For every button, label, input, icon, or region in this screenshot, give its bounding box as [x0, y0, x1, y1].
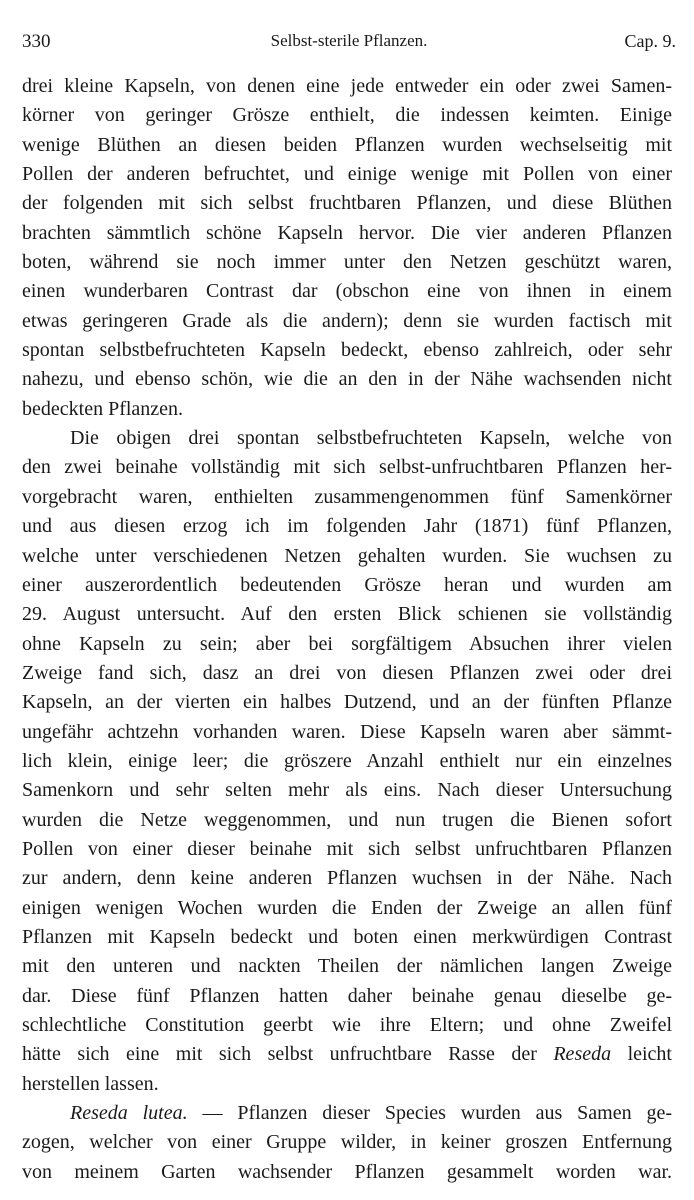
- paragraph-reseda-lutea: [22, 1099, 672, 1187]
- text-line: [22, 1040, 672, 1069]
- text-line: schlechtliche Constitution geerbt wie ihre Eltern; und ohne Zweifel: [22, 1014, 672, 1036]
- text-line: Pollen von einer dieser beinahe mit sich selbst unfruchtbaren Pflanzen: [22, 837, 672, 860]
- text-line: Kapseln, an der vierten ein halbes Dutzend, und an der fünften Pflanze: [22, 691, 672, 714]
- text-line: welche unter verschiedenen Netzen gehalten wurden. Sie wuchsen zu: [22, 544, 672, 567]
- text-line: 29. August untersucht. Auf den ersten Blick schienen sie vollständig: [22, 603, 672, 626]
- chapter-label: Cap. 9.: [624, 31, 676, 51]
- text-line: ungefähr achtzehn vorhanden waren. Diese Kapseln waren aber sämmt-: [22, 720, 672, 743]
- page-number: 330: [22, 31, 51, 52]
- text-line: Die obigen drei spontan selbstbefruchteten Kapseln, welche von: [70, 427, 672, 450]
- text-line: und aus diesen erzog ich im folgenden Jahr (1871) fünf Pflanzen,: [22, 515, 672, 538]
- text-line: lich klein, einige leer; die gröszere Anzahl enthielt nur ein einzelnes: [22, 749, 672, 772]
- species-name: Reseda lutea.: [70, 1102, 188, 1125]
- text-line: wurden die Netze weggenommen, und nun trugen die Bienen sofort: [22, 808, 672, 831]
- genus-name: Reseda: [553, 1043, 612, 1066]
- text-span: leicht: [611, 1043, 672, 1066]
- text-line: Pflanzen mit Kapseln bedeckt und boten einen merkwürdigen Contrast: [22, 925, 672, 948]
- text-line: ohne Kapseln zu sein; aber bei sorgfältigem Absuchen ihrer vielen: [22, 632, 672, 655]
- running-title: Selbst-sterile Pflanzen.: [270, 31, 428, 50]
- text-line: spontan selbstbefruchteten Kapseln bedeckt, ebenso zahlreich, oder sehr: [22, 339, 672, 362]
- text-line: [22, 1099, 672, 1128]
- text-line: Pollen der anderen befruchtet, und einige wenige mit Pollen von einer: [22, 163, 672, 186]
- text-line: vorgebracht waren, enthielten zusammengenommen fünf Samenkörner: [22, 485, 672, 508]
- text-line: nahezu, und ebenso schön, wie die an den in der Nähe wachsenden nicht: [22, 368, 672, 391]
- text-line: mit den unteren und nackten Theilen der nämlichen langen Zweige: [22, 955, 672, 978]
- text-line: herstellen lassen.: [22, 1072, 159, 1095]
- paragraph-offspring: [22, 424, 672, 1099]
- text-line: brachten sämmtlich schöne Kapseln hervor. Die vier anderen Pflanzen: [22, 221, 672, 244]
- text-line: einen wunderbaren Contrast dar (obschon eine von ihnen in einem: [22, 280, 672, 303]
- text-line: bedeckten Pflanzen.: [22, 397, 184, 420]
- text-line: etwas geringeren Grade als die andern); denn sie wurden factisch mit: [22, 309, 672, 332]
- text-line: körner von geringer Grösze enthielt, die indessen keimten. Einige: [22, 104, 672, 127]
- body-text: [22, 72, 672, 1187]
- text-line: den zwei beinahe vollständig mit sich selbst-unfruchtbaren Pflanzen her-: [22, 456, 672, 479]
- text-line: boten, während sie noch immer unter den Netzen geschützt waren,: [22, 251, 672, 274]
- text-span: — Pflanzen dieser Species wurden aus Samen ge-: [187, 1102, 672, 1125]
- text-line: von meinem Garten wachsender Pflanzen gesammelt worden war.: [22, 1160, 672, 1183]
- text-line: der folgenden mit sich selbst fruchtbaren Pflanzen, und diese Blüthen: [22, 192, 672, 215]
- text-line: einer auszerordentlich bedeutenden Grösze heran und wurden am: [22, 573, 672, 596]
- page-header: [22, 31, 676, 55]
- text-line: zur andern, denn keine anderen Pflanzen wuchsen in der Nähe. Nach: [22, 867, 672, 890]
- text-line: drei kleine Kapseln, von denen eine jede entweder ein oder zwei Samen-: [22, 75, 672, 97]
- text-line: zogen, welcher von einer Gruppe wilder, in keiner groszen Entfernung: [22, 1131, 672, 1154]
- text-line: Zweige fand sich, dasz an drei von diesen Pflanzen zwei oder drei: [22, 661, 672, 684]
- text-line: Samenkorn und sehr selten mehr als eins. Nach dieser Untersuchung: [22, 779, 672, 802]
- text-line: wenige Blüthen an diesen beiden Pflanzen wurden wechselseitig mit: [22, 133, 672, 156]
- paragraph-continuation: [22, 72, 672, 424]
- text-line: einigen wenigen Wochen wurden die Enden der Zweige an allen fünf: [22, 896, 672, 919]
- text-span: hätte sich eine mit sich selbst unfruchtbare Rasse der: [22, 1043, 554, 1066]
- text-line: dar. Diese fünf Pflanzen hatten daher beinahe genau dieselbe ge-: [22, 984, 672, 1007]
